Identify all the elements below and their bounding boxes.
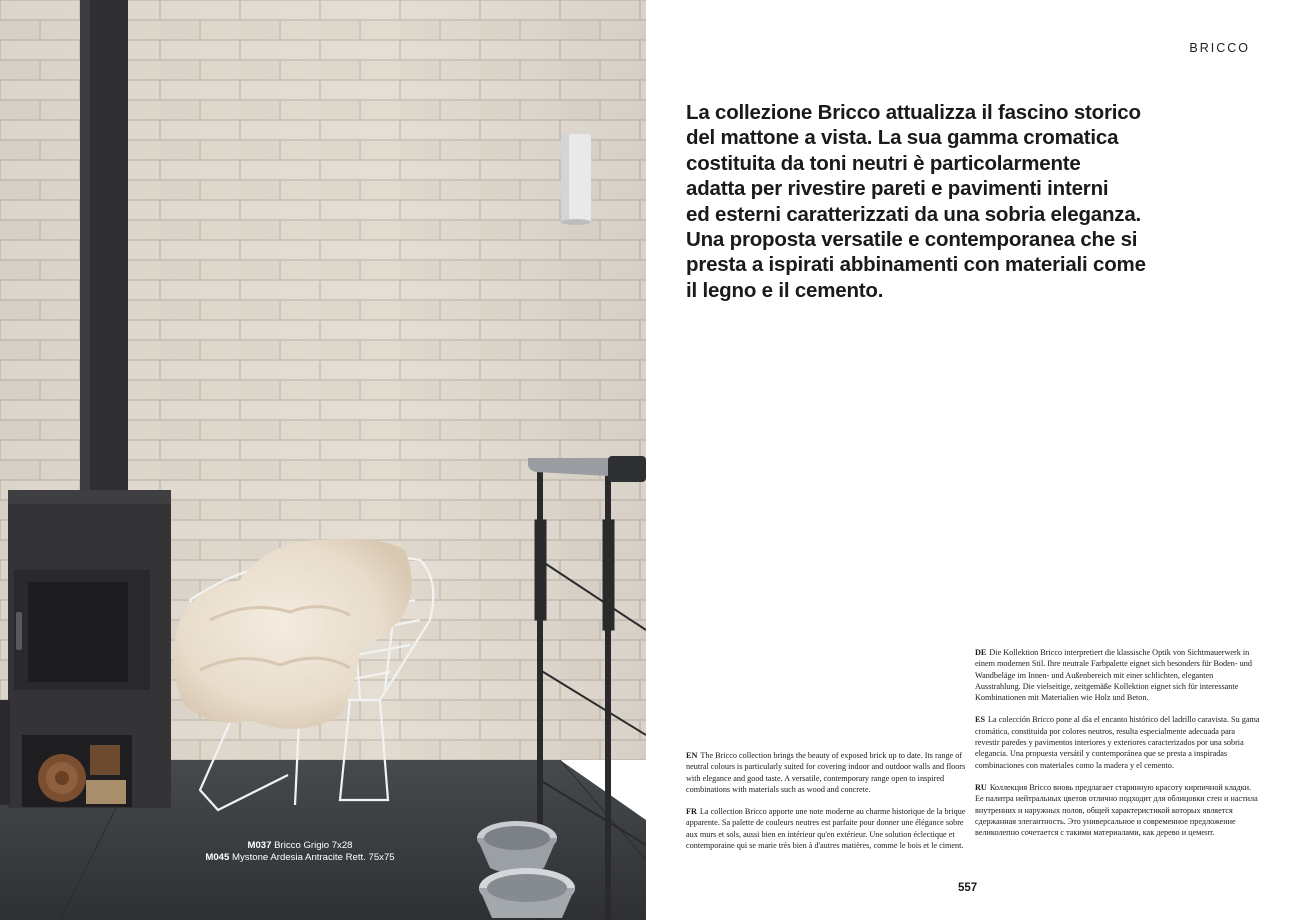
translation-ru-text: Коллекция Bricco вновь предлагает старинную красоту кирпичной кладки. Ее палитра нейтральных цветов отлично подходит для облицовки стен и настила внутренних и наружных полов, общей характеристикой которых является сдержанная элегантность. Это универсальное и современное предложение великолепно сочетается с такими материалами, как дерево и цемент.	[975, 782, 1258, 838]
wall-lamp	[561, 134, 591, 225]
translations-left-column	[686, 750, 966, 862]
lead-line: il legno e il cemento.	[686, 278, 884, 302]
translation-fr	[686, 806, 966, 851]
caption-code-1: M037	[247, 840, 272, 851]
translation-es	[975, 714, 1260, 770]
caption-text-2: Mystone Ardesia Antracite Rett. 75x75	[232, 852, 395, 863]
lang-code-es: ES	[975, 715, 986, 725]
translation-es-text: La colección Bricco pone al día el encanto histórico del ladrillo caravista. Su gama cromática, constituida por colores neutros, resulta especialmente adecuada para revestir paredes y pavimentos interiores y exteriores caracterizados por una sobria elegancia. Una propuesta versátil y contemporánea que se presta a inspiradas combinaciones con materiales como la madera y el cemento.	[975, 715, 1260, 770]
lead-line: ed esterni caratterizzati da una sobria eleganza.	[686, 202, 1142, 226]
translation-de	[975, 647, 1260, 703]
translation-ru	[975, 782, 1260, 838]
translations-right-column	[975, 647, 1260, 849]
caption-text-1: Bricco Grigio 7x28	[274, 840, 353, 851]
lead-line: del mattone a vista. La sua gamma cromatica	[686, 126, 1119, 150]
caption-line-1	[150, 840, 450, 852]
translation-fr-text: La collection Bricco apporte une note moderne au charme historique de la brique apparente. Sa palette de couleurs neutres est parfaite pour donner une élégance sobre aux murs et sols, aussi bien en intérieur qu'en extérieur. Une solution éclectique et contemporaine qui se marie très bien à d'autres matières, comme le bois et le ciment.	[686, 807, 966, 851]
product-caption	[150, 840, 450, 864]
lang-code-ru: RU	[975, 782, 987, 792]
lead-line: Una proposta versatile e contemporanea che si	[686, 228, 1138, 252]
lead-paragraph	[686, 100, 1206, 303]
caption-code-2: M045	[205, 852, 230, 863]
translation-de-text: Die Kollektion Bricco interpretiert die klassische Optik von Sichtmauerwerk in einem modernen Stil. Ihre neutrale Farbpalette eignet sich besonders für Boden- und Wandbeläge im Innen- und Außenbereich mit einer schlichten, eleganten Ausstrahlung. Die vielseitige, zeitgemäße Kollektion eignet sich für interessante Kombinationen mit Materialien wie Holz und Beton.	[975, 648, 1252, 703]
collection-header: BRICCO	[1189, 41, 1250, 55]
caption-line-2	[150, 852, 450, 864]
wood-stove	[8, 490, 171, 808]
lang-code-de: DE	[975, 648, 987, 657]
lang-code-en: EN	[686, 751, 698, 760]
lead-line: adatta per rivestire pareti e pavimenti interni	[686, 177, 1109, 201]
page-number: 557	[958, 882, 978, 894]
translation-en-text: The Bricco collection brings the beauty of exposed brick up to date. Its range of neutral colours is particularly suited for covering indoor and outdoor walls and floors with elegance and good taste. A versatile, contemporary range open to inspired combinations with materials such as wood and concrete.	[686, 751, 966, 794]
translation-en	[686, 750, 966, 795]
lead-line: La collezione Bricco attualizza il fascino storico	[686, 101, 1141, 124]
lang-code-fr: FR	[686, 807, 697, 817]
lead-line: costituita da toni neutri è particolarmente	[686, 151, 1081, 175]
lead-line: presta a ispirati abbinamenti con materiali come	[686, 253, 1146, 277]
